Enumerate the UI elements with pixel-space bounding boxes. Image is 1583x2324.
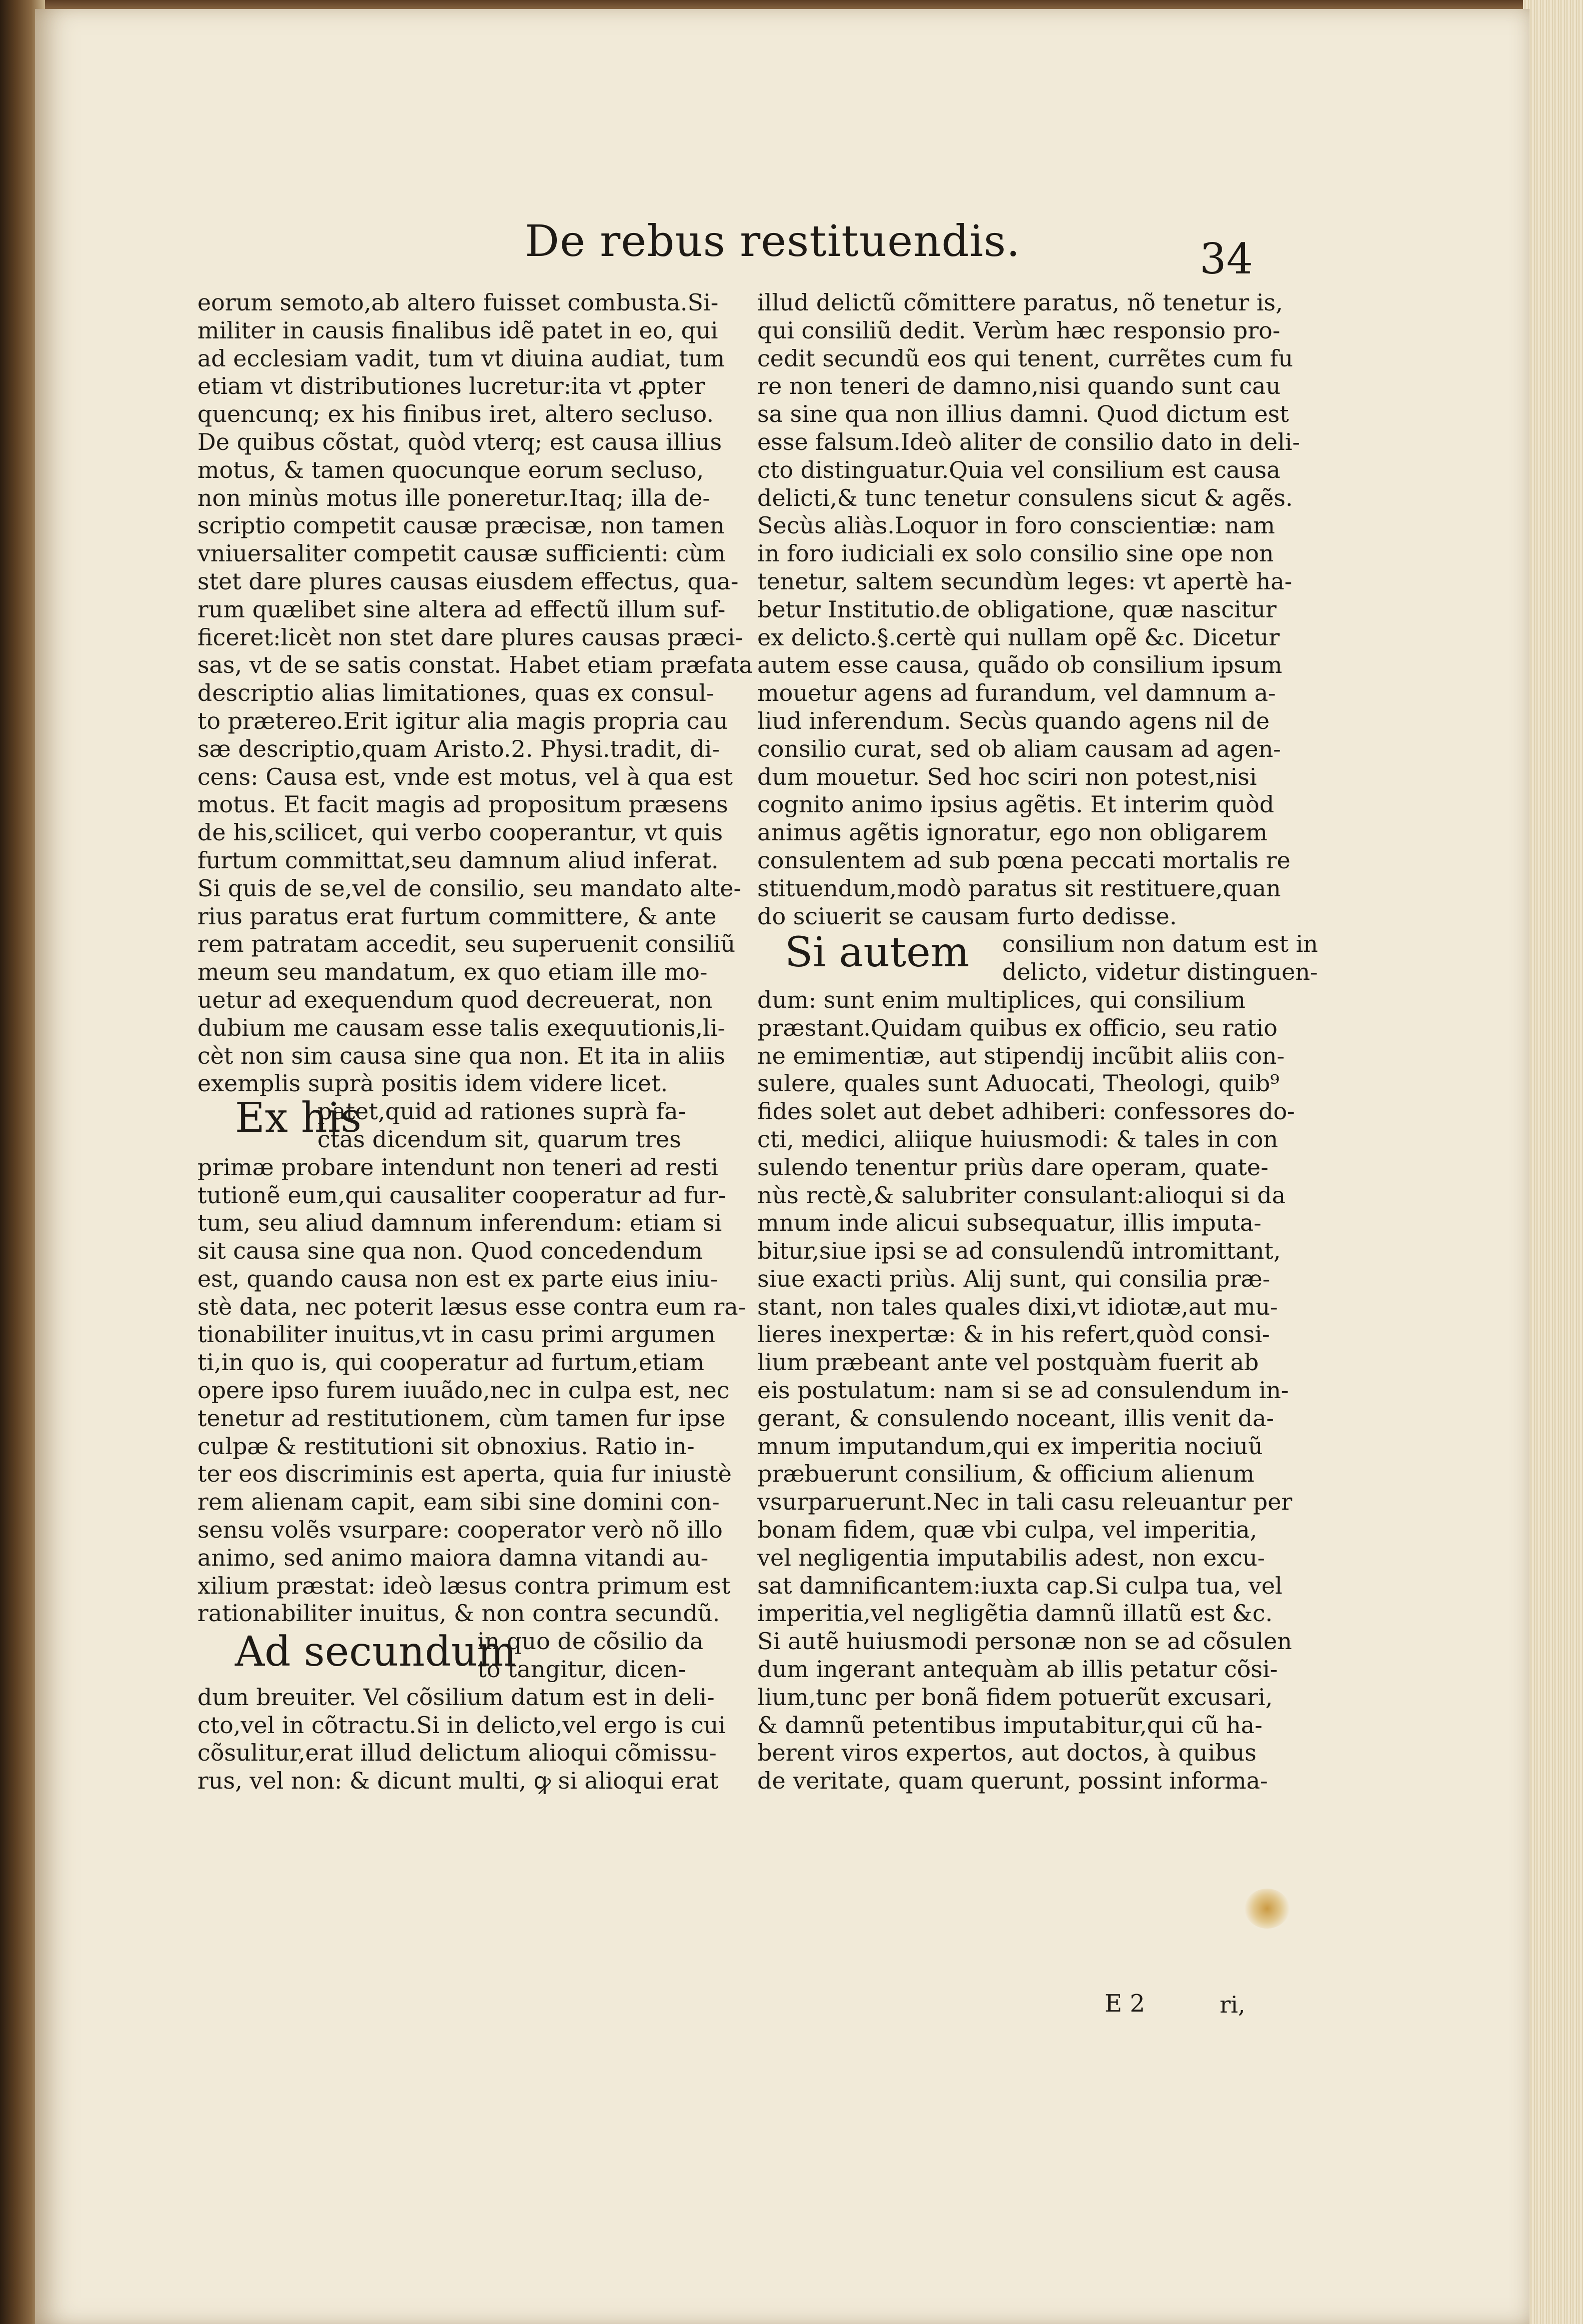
text-line: to tangitur, dicen- — [477, 1656, 686, 1683]
text-line: xilium præstat: ideò læsus contra primum est — [197, 1572, 731, 1599]
text-line: delicti,& tunc tenetur consulens sicut & agẽs. — [757, 484, 1293, 511]
text-line: autem esse causa, quãdo ob consilium ipsum — [757, 651, 1283, 679]
text-line: cèt non sim causa sine qua non. Et ita in aliis — [197, 1042, 725, 1069]
text-line: vel negligentia imputabilis adest, non excu- — [757, 1544, 1266, 1571]
text-line: tum, seu aliud damnum inferendum: etiam si — [197, 1209, 722, 1237]
text-line: vniuersaliter competit causæ sufficienti: cùm — [197, 540, 726, 567]
text-line: patet,quid ad rationes suprà fa- — [317, 1098, 686, 1125]
right-section-si-autem — [757, 929, 1318, 1795]
text-line: sa sine qua non illius damni. Quod dictum est — [757, 400, 1289, 428]
text-line: lieres inexpertæ: & in his refert,quòd consi- — [757, 1321, 1270, 1348]
text-line: de his,scilicet, qui verbo cooperantur, vt quis — [197, 819, 723, 846]
text-line: eorum semoto,ab altero fuisset combusta.Si- — [197, 289, 719, 316]
left-section-ad-secundum-body — [197, 1684, 727, 1795]
left-section-ex-his-body — [197, 1153, 746, 1628]
text-line: uetur ad exequendum quod decreuerat, non — [197, 986, 713, 1013]
page-fore-edge — [1523, 0, 1583, 2324]
text-line: qui consiliũ dedit. Verùm hæc responsio pro- — [757, 316, 1281, 344]
text-line: scriptio competit causæ præcisæ, non tamen — [197, 512, 725, 539]
text-line: animus agẽtis ignoratur, ego non obligarem — [757, 819, 1268, 846]
text-line: stant, non tales quales dixi,vt idiotæ,aut mu- — [757, 1293, 1278, 1320]
text-line: Si autẽ huiusmodi personæ non se ad cõsulen — [757, 1628, 1292, 1655]
text-line: cto distinguatur.Quia vel consilium est causa — [757, 456, 1281, 483]
text-line: furtum committat,seu damnum aliud inferat. — [197, 846, 719, 874]
text-line: do sciuerit se causam furto dedisse. — [757, 902, 1177, 930]
text-line: in foro iudiciali ex solo consilio sine ope non — [757, 540, 1274, 567]
text-line: dum breuiter. Vel cõsilium datum est in deli- — [197, 1683, 715, 1711]
text-line: cognito animo ipsius agẽtis. Et interim quòd — [757, 791, 1275, 818]
text-line: De quibus cõstat, quòd vterq; est causa illius — [197, 428, 722, 455]
text-line: etiam vt distributiones lucretur:ita vt ꝓpter — [197, 372, 705, 400]
text-line: lium præbeant ante vel postquàm fuerit ab — [757, 1349, 1259, 1376]
book-page — [35, 9, 1530, 2324]
text-line: lium,tunc per bonã fidem potuerũt excusari, — [757, 1683, 1273, 1711]
text-line: in quo de cõsilio da — [477, 1628, 704, 1655]
right-text-column — [757, 289, 1318, 1795]
initial-word-ad-secundum: Ad secundum — [235, 1628, 516, 1676]
left-section-ex-his — [197, 1094, 746, 1628]
text-line: præbuerunt consilium, & officium alienum — [757, 1460, 1255, 1488]
text-line: to prætereo.Erit igitur alia magis propria cau — [197, 707, 728, 734]
text-line: opere ipso furem iuuãdo,nec in culpa est, nec — [197, 1377, 730, 1404]
text-line: sulendo tenentur priùs dare operam, quate- — [757, 1153, 1269, 1181]
text-line: vsurparuerunt.Nec in tali casu releuantur per — [757, 1488, 1293, 1516]
text-line: delicto, videtur distinguen- — [1002, 958, 1318, 986]
text-line: rem patratam accedit, seu superuenit consiliũ — [197, 930, 736, 958]
text-line: illud delictũ cõmittere paratus, nõ tenetur is, — [757, 289, 1283, 316]
text-line: sit causa sine qua non. Quod concedendum — [197, 1237, 703, 1265]
right-section-si-autem-body — [757, 986, 1295, 1795]
text-line: cti, medici, aliique huiusmodi: & tales in con — [757, 1125, 1278, 1153]
text-line: primæ probare intendunt non teneri ad resti — [197, 1153, 718, 1181]
text-line: sensu volẽs vsurpare: cooperator verò nõ illo — [197, 1516, 723, 1544]
running-head-title: De rebus restituendis. — [525, 216, 1021, 266]
text-line: consilio curat, sed ob aliam causam ad agen- — [757, 735, 1281, 762]
text-line: mnum imputandum,qui ex imperitia nociuũ — [757, 1432, 1263, 1460]
text-line: bonam fidem, quæ vbi culpa, vel imperitia, — [757, 1516, 1258, 1544]
text-line: esse falsum.Ideò aliter de consilio dato in deli- — [757, 428, 1300, 455]
text-line: tionabiliter inuitus,vt in casu primi argumen — [197, 1321, 716, 1348]
text-line: ne emimentiæ, aut stipendij incũbit aliis con- — [757, 1042, 1285, 1069]
text-line: animo, sed animo maiora damna vitandi au- — [197, 1544, 709, 1571]
text-line: bitur,siue ipsi se ad consulendũ intromittant, — [757, 1237, 1281, 1265]
text-line: tenetur, saltem secundùm leges: vt apertè ha- — [757, 567, 1293, 595]
text-line: imperitia,vel negligẽtia damnũ illatũ est &c. — [757, 1600, 1273, 1627]
text-line: Secùs aliàs.Loquor in foro conscientiæ: nam — [757, 512, 1275, 539]
catchword: ri, — [1220, 1991, 1246, 2018]
text-line: sæ descriptio,quam Aristo.2. Physi.tradit, di- — [197, 735, 720, 762]
text-line: rum quælibet sine altera ad effectũ illum suf- — [197, 595, 726, 623]
text-line: berent viros expertos, aut doctos, à quibus — [757, 1739, 1257, 1767]
text-line: stituendum,modò paratus sit restituere,quan — [757, 874, 1281, 902]
text-line: ter eos discriminis est aperta, quia fur iniustè — [197, 1460, 732, 1488]
text-line: mouetur agens ad furandum, vel damnum a- — [757, 679, 1276, 707]
text-line: motus. Et facit magis ad propositum præsens — [197, 791, 728, 818]
text-line: ex delicto.§.certè qui nullam opẽ &c. Dicetur — [757, 623, 1280, 651]
text-line: stè data, nec poterit læsus esse contra eum ra- — [197, 1293, 746, 1320]
text-line: mnum inde alicui subsequatur, illis imputa- — [757, 1209, 1262, 1237]
text-line: siue exacti priùs. Alij sunt, qui consilia præ- — [757, 1265, 1271, 1292]
left-text-column — [197, 289, 753, 1795]
text-line: ficeret:licèt non stet dare plures causas præci- — [197, 623, 743, 651]
text-line: ad ecclesiam vadit, tum vt diuina audiat, tum — [197, 344, 725, 372]
text-line: sas, vt de se satis constat. Habet etiam præfata — [197, 651, 753, 679]
text-line: militer in causis finalibus idẽ patet in eo, qui — [197, 316, 718, 344]
text-line: non minùs motus ille poneretur.Itaq; illa de- — [197, 484, 710, 511]
text-line: est, quando causa non est ex parte eius iniu- — [197, 1265, 718, 1292]
text-line: sat damnificantem:iuxta cap.Si culpa tua, vel — [757, 1572, 1283, 1599]
text-line: cedit secundũ eos qui tenent, currẽtes cum fu — [757, 344, 1294, 372]
left-column-paragraph — [197, 289, 753, 1098]
initial-word-si-autem: Si autem — [785, 929, 970, 977]
initial-word-ex-his: Ex his — [235, 1094, 362, 1142]
signature-mark: E 2 — [1105, 1990, 1145, 2018]
folio-number: 34 — [1200, 234, 1253, 283]
text-line: quencunq; ex his finibus iret, altero secluso. — [197, 400, 714, 428]
text-line: meum seu mandatum, ex quo etiam ille mo- — [197, 958, 708, 986]
text-line: rius paratus erat furtum committere, & ante — [197, 902, 717, 930]
text-line: culpæ & restitutioni sit obnoxius. Ratio in- — [197, 1432, 695, 1460]
text-line: tutionẽ eum,qui causaliter cooperatur ad fur- — [197, 1181, 726, 1209]
text-line: fides solet aut debet adhiberi: confessores do- — [757, 1098, 1295, 1125]
text-line: Si quis de se,vel de consilio, seu mandato alte- — [197, 874, 742, 902]
left-section-ad-secundum — [197, 1628, 727, 1795]
text-line: eis postulatum: nam si se ad consulendum in- — [757, 1377, 1289, 1404]
text-line: dum mouetur. Sed hoc sciri non potest,nisi — [757, 763, 1257, 790]
text-line: gerant, & consulendo noceant, illis venit da- — [757, 1404, 1274, 1432]
text-line: nùs rectè,& salubriter consulant:alioqui si da — [757, 1181, 1286, 1209]
text-line: cto,vel in cõtractu.Si in delicto,vel ergo is cui — [197, 1711, 726, 1739]
text-line: motus, & tamen quocunque eorum secluso, — [197, 456, 704, 483]
text-line: dum: sunt enim multiplices, qui consilium — [757, 986, 1246, 1013]
text-line: cõsulitur,erat illud delictum alioqui cõmissu- — [197, 1739, 717, 1767]
text-line: ctas dicendum sit, quarum tres — [317, 1125, 681, 1153]
paper-stain — [1245, 1889, 1290, 1929]
text-line: rem alienam capit, eam sibi sine domini con- — [197, 1488, 720, 1516]
text-line: præstant.Quidam quibus ex officio, seu ratio — [757, 1014, 1278, 1041]
text-line: rus, vel non: & dicunt multi, ꝙ si alioqui erat — [197, 1767, 719, 1795]
text-line: dum ingerant antequàm ab illis petatur cõsi- — [757, 1656, 1278, 1683]
text-line: de veritate, quam querunt, possint informa- — [757, 1767, 1268, 1795]
text-line: exemplis suprà positis idem videre licet. — [197, 1070, 668, 1097]
text-line: consulentem ad sub pœna peccati mortalis re — [757, 846, 1291, 874]
text-line: stet dare plures causas eiusdem effectus, qua- — [197, 567, 739, 595]
text-line: cens: Causa est, vnde est motus, vel à qua est — [197, 763, 733, 790]
text-line: liud inferendum. Secùs quando agens nil de — [757, 707, 1270, 734]
text-line: rationabiliter inuitus, & non contra secundũ. — [197, 1600, 720, 1627]
text-line: & damnũ petentibus imputabitur,qui cũ ha- — [757, 1711, 1263, 1739]
text-line: descriptio alias limitationes, quas ex consul- — [197, 679, 714, 707]
text-line: ti,in quo is, qui cooperatur ad furtum,etiam — [197, 1349, 705, 1376]
right-column-paragraph — [757, 289, 1300, 930]
text-line: consilium non datum est in — [1002, 930, 1318, 958]
text-line: sulere, quales sunt Aduocati, Theologi, quib⁹ — [757, 1070, 1280, 1097]
text-line: re non teneri de damno,nisi quando sunt cau — [757, 372, 1281, 400]
text-line: dubium me causam esse talis exequutionis,li- — [197, 1014, 726, 1041]
text-line: betur Institutio.de obligatione, quæ nascitur — [757, 595, 1277, 623]
text-line: tenetur ad restitutionem, cùm tamen fur ipse — [197, 1404, 726, 1432]
